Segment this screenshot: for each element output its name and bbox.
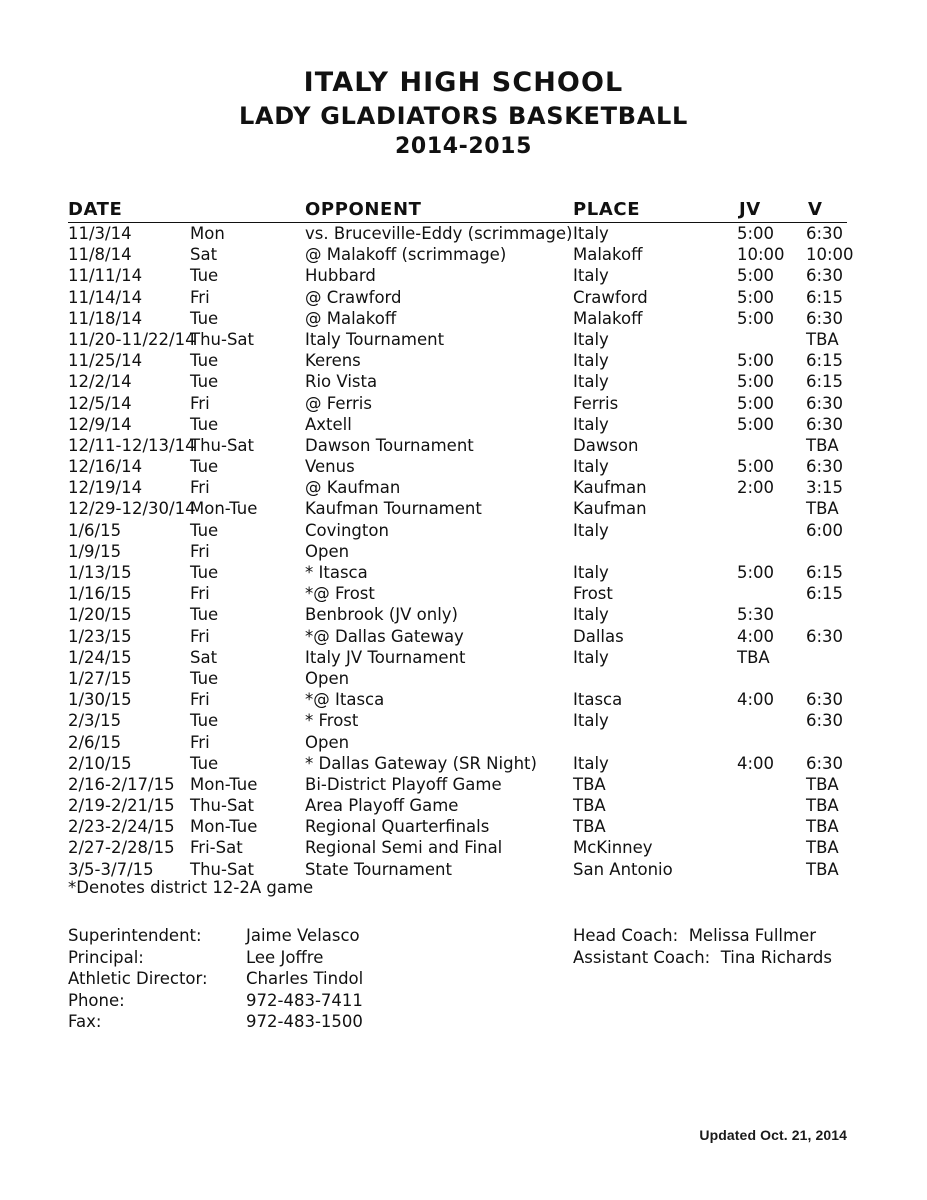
cell-place: Malakoff bbox=[573, 245, 643, 265]
table-row bbox=[68, 626, 847, 647]
table-row bbox=[68, 647, 847, 668]
cell-date: 11/8/14 bbox=[68, 245, 132, 265]
table-row bbox=[68, 689, 847, 710]
cell-place: Italy bbox=[573, 457, 609, 477]
cell-jv: 4:00 bbox=[737, 626, 775, 646]
cell-day: Thu-Sat bbox=[190, 859, 255, 879]
cell-place: Malakoff bbox=[573, 308, 643, 328]
cell-date: 11/3/14 bbox=[68, 224, 132, 243]
cell-jv: 5:00 bbox=[737, 351, 775, 371]
cell-date: 2/6/15 bbox=[68, 732, 122, 752]
cell-date: 11/11/14 bbox=[68, 266, 143, 286]
cell-opponent: *@ Dallas Gateway bbox=[305, 626, 464, 646]
cell-day: Fri bbox=[190, 478, 210, 498]
cell-varsity: 6:30 bbox=[806, 753, 844, 773]
cell-opponent: Venus bbox=[305, 457, 355, 477]
cell-date: 1/23/15 bbox=[68, 626, 132, 646]
cell-opponent: @ Ferris bbox=[305, 393, 372, 413]
cell-place: Frost bbox=[573, 584, 613, 604]
team-name: LADY GLADIATORS BASKETBALL bbox=[239, 102, 688, 130]
cell-jv: 5:30 bbox=[737, 605, 775, 625]
cell-place: Dawson bbox=[573, 435, 639, 455]
cell-place: Italy bbox=[573, 224, 609, 243]
cell-jv: 5:00 bbox=[737, 266, 775, 286]
cell-date: 3/5-3/7/15 bbox=[68, 859, 154, 879]
cell-opponent: Rio Vista bbox=[305, 372, 378, 392]
contact-value: Lee Joffre bbox=[246, 947, 324, 967]
cell-place: Italy bbox=[573, 563, 609, 582]
cell-day: Mon-Tue bbox=[190, 499, 258, 519]
table-row bbox=[68, 816, 847, 837]
table-row bbox=[68, 753, 847, 774]
cell-varsity: 6:30 bbox=[806, 690, 844, 710]
contact-label: Fax: bbox=[68, 1012, 102, 1031]
cell-opponent: @ Malakoff bbox=[305, 308, 397, 328]
cell-opponent: Covington bbox=[305, 520, 389, 540]
cell-opponent: *@ Itasca bbox=[305, 690, 385, 710]
cell-date: 12/29-12/30/14 bbox=[68, 499, 196, 519]
cell-day: Fri bbox=[190, 393, 210, 413]
table-row bbox=[68, 498, 847, 519]
updated-date: Updated Oct. 21, 2014 bbox=[699, 1127, 847, 1143]
cell-day: Tue bbox=[190, 457, 219, 477]
cell-varsity: TBA bbox=[806, 499, 839, 519]
cell-varsity: TBA bbox=[806, 774, 839, 794]
cell-date: 11/25/14 bbox=[68, 351, 143, 371]
cell-day: Tue bbox=[190, 414, 219, 434]
cell-place: Italy bbox=[573, 266, 609, 286]
cell-day: Fri bbox=[190, 584, 210, 604]
cell-varsity: 6:30 bbox=[806, 266, 844, 286]
cell-jv: 5:00 bbox=[737, 308, 775, 328]
table-row bbox=[68, 287, 847, 308]
cell-varsity: 6:30 bbox=[806, 711, 844, 731]
cell-opponent: State Tournament bbox=[305, 859, 452, 879]
cell-opponent: vs. Bruceville-Eddy (scrimmage) bbox=[305, 224, 573, 243]
table-row bbox=[68, 244, 854, 265]
cell-varsity: TBA bbox=[806, 859, 839, 879]
cell-varsity: 6:30 bbox=[806, 393, 844, 413]
cell-jv: 5:00 bbox=[737, 287, 775, 307]
cell-jv: 5:00 bbox=[737, 563, 775, 582]
cell-opponent: Area Playoff Game bbox=[305, 796, 459, 816]
table-row bbox=[68, 710, 847, 731]
cell-opponent: Regional Semi and Final bbox=[305, 838, 503, 858]
contact-label: Athletic Director: bbox=[68, 969, 208, 988]
cell-date: 2/23-2/24/15 bbox=[68, 817, 175, 837]
cell-place: Italy bbox=[573, 414, 609, 434]
cell-varsity: TBA bbox=[806, 838, 839, 858]
cell-opponent: Open bbox=[305, 668, 350, 688]
cell-opponent: Italy Tournament bbox=[305, 329, 445, 349]
cell-date: 11/20-11/22/14 bbox=[68, 329, 196, 349]
cell-date: 12/16/14 bbox=[68, 457, 143, 477]
cell-varsity: 10:00 bbox=[806, 245, 854, 265]
cell-opponent: Italy JV Tournament bbox=[305, 647, 466, 667]
contact-value: 972-483-1500 bbox=[246, 1012, 363, 1031]
cell-day: Fri bbox=[190, 690, 210, 710]
cell-jv: 5:00 bbox=[737, 457, 775, 477]
coach-row: Assistant Coach: Tina Richards bbox=[573, 947, 832, 967]
column-header-varsity: V bbox=[808, 199, 823, 220]
cell-place: Kaufman bbox=[573, 478, 647, 498]
table-row bbox=[68, 562, 847, 583]
cell-date: 2/19-2/21/15 bbox=[68, 796, 175, 816]
cell-opponent: @ Crawford bbox=[305, 287, 402, 307]
cell-day: Thu-Sat bbox=[190, 796, 255, 816]
cell-opponent: * Itasca bbox=[305, 563, 368, 582]
cell-jv: 5:00 bbox=[737, 414, 775, 434]
cell-opponent: @ Kaufman bbox=[305, 478, 401, 498]
cell-day: Thu-Sat bbox=[190, 329, 255, 349]
table-row bbox=[68, 774, 847, 795]
cell-date: 1/13/15 bbox=[68, 563, 132, 582]
cell-date: 12/11-12/13/14 bbox=[68, 435, 196, 455]
cell-day: Fri bbox=[190, 541, 210, 561]
cell-date: 1/20/15 bbox=[68, 605, 132, 625]
table-row bbox=[68, 668, 847, 689]
cell-varsity: TBA bbox=[806, 817, 839, 837]
cell-opponent: Kerens bbox=[305, 351, 361, 371]
cell-place: San Antonio bbox=[573, 859, 673, 879]
contact-label: Principal: bbox=[68, 947, 144, 967]
table-row bbox=[68, 583, 847, 604]
cell-place: TBA bbox=[573, 796, 606, 816]
cell-opponent: * Dallas Gateway (SR Night) bbox=[305, 753, 537, 773]
district-footnote: *Denotes district 12-2A game bbox=[68, 878, 314, 897]
cell-date: 2/16-2/17/15 bbox=[68, 774, 175, 794]
cell-varsity: TBA bbox=[806, 796, 839, 816]
cell-date: 2/10/15 bbox=[68, 753, 132, 773]
cell-date: 11/18/14 bbox=[68, 308, 143, 328]
table-row bbox=[68, 371, 847, 392]
coach-row: Head Coach: Melissa Fullmer bbox=[573, 926, 817, 945]
cell-place: Italy bbox=[573, 372, 609, 392]
column-header-jv: JV bbox=[739, 199, 761, 220]
cell-date: 2/27-2/28/15 bbox=[68, 838, 175, 858]
cell-varsity: 6:15 bbox=[806, 563, 844, 582]
cell-place: Crawford bbox=[573, 287, 648, 307]
cell-date: 12/5/14 bbox=[68, 393, 132, 413]
cell-place: Dallas bbox=[573, 626, 624, 646]
table-row bbox=[68, 477, 847, 498]
cell-date: 1/9/15 bbox=[68, 541, 122, 561]
cell-date: 1/27/15 bbox=[68, 668, 132, 688]
cell-jv: 5:00 bbox=[737, 372, 775, 392]
cell-day: Tue bbox=[190, 266, 219, 286]
cell-varsity: 6:15 bbox=[806, 287, 844, 307]
cell-date: 1/24/15 bbox=[68, 647, 132, 667]
cell-varsity: 6:30 bbox=[806, 626, 844, 646]
cell-opponent: Kaufman Tournament bbox=[305, 499, 482, 519]
cell-place: Italy bbox=[573, 520, 609, 540]
cell-place: TBA bbox=[573, 817, 606, 837]
cell-day: Fri-Sat bbox=[190, 838, 243, 858]
cell-opponent: Bi-District Playoff Game bbox=[305, 774, 502, 794]
cell-date: 2/3/15 bbox=[68, 711, 122, 731]
contact-value: 972-483-7411 bbox=[246, 990, 363, 1010]
table-row bbox=[68, 265, 847, 286]
cell-day: Sat bbox=[190, 647, 218, 667]
cell-date: 1/6/15 bbox=[68, 520, 122, 540]
cell-jv: 4:00 bbox=[737, 690, 775, 710]
cell-jv: 2:00 bbox=[737, 478, 775, 498]
cell-jv: TBA bbox=[737, 647, 770, 667]
cell-varsity: 6:00 bbox=[806, 520, 844, 540]
cell-day: Fri bbox=[190, 732, 210, 752]
table-row bbox=[68, 308, 847, 329]
table-row bbox=[68, 414, 847, 435]
cell-day: Tue bbox=[190, 520, 219, 540]
cell-day: Tue bbox=[190, 668, 219, 688]
table-row bbox=[68, 350, 847, 371]
cell-opponent: Regional Quarterfinals bbox=[305, 817, 490, 837]
cell-varsity: 6:15 bbox=[806, 372, 844, 392]
cell-opponent: @ Malakoff (scrimmage) bbox=[305, 245, 507, 265]
cell-day: Sat bbox=[190, 245, 218, 265]
cell-day: Tue bbox=[190, 605, 219, 625]
cell-varsity: 6:15 bbox=[806, 584, 844, 604]
cell-place: Ferris bbox=[573, 393, 619, 413]
table-row bbox=[68, 393, 847, 414]
table-header-row bbox=[68, 199, 847, 223]
table-row bbox=[68, 541, 847, 562]
table-row bbox=[68, 732, 847, 753]
cell-opponent: Open bbox=[305, 732, 350, 752]
cell-day: Tue bbox=[190, 372, 219, 392]
cell-place: Italy bbox=[573, 711, 609, 731]
cell-place: Itasca bbox=[573, 690, 623, 710]
cell-varsity: TBA bbox=[806, 435, 839, 455]
cell-place: Kaufman bbox=[573, 499, 647, 519]
cell-date: 11/14/14 bbox=[68, 287, 143, 307]
column-header-date: DATE bbox=[68, 199, 123, 220]
cell-opponent: Dawson Tournament bbox=[305, 435, 474, 455]
cell-varsity: 6:30 bbox=[806, 414, 844, 434]
table-row bbox=[68, 223, 847, 244]
cell-day: Mon bbox=[190, 224, 225, 243]
cell-place: Italy bbox=[573, 647, 609, 667]
cell-day: Tue bbox=[190, 711, 219, 731]
cell-day: Tue bbox=[190, 753, 219, 773]
table-row bbox=[68, 795, 847, 816]
cell-jv: 5:00 bbox=[737, 393, 775, 413]
cell-opponent: Hubbard bbox=[305, 266, 376, 286]
cell-place: McKinney bbox=[573, 838, 653, 858]
table-row bbox=[68, 520, 847, 541]
cell-place: Italy bbox=[573, 753, 609, 773]
cell-jv: 5:00 bbox=[737, 224, 775, 243]
cell-varsity: 6:30 bbox=[806, 224, 844, 243]
contact-value: Charles Tindol bbox=[246, 969, 364, 988]
cell-jv: 10:00 bbox=[737, 245, 785, 265]
schedule-table bbox=[68, 199, 854, 880]
cell-day: Tue bbox=[190, 563, 219, 582]
cell-jv: 4:00 bbox=[737, 753, 775, 773]
column-header-place: PLACE bbox=[573, 199, 641, 220]
contact-label: Superintendent: bbox=[68, 926, 202, 945]
cell-date: 1/16/15 bbox=[68, 584, 132, 604]
cell-varsity: 3:15 bbox=[806, 478, 844, 498]
cell-day: Mon-Tue bbox=[190, 774, 258, 794]
table-row bbox=[68, 456, 847, 477]
contact-label: Phone: bbox=[68, 990, 125, 1010]
cell-opponent: Open bbox=[305, 541, 350, 561]
season-years: 2014-2015 bbox=[395, 134, 532, 159]
cell-day: Tue bbox=[190, 308, 219, 328]
page-title bbox=[0, 66, 927, 162]
cell-opponent: Benbrook (JV only) bbox=[305, 605, 458, 625]
cell-date: 12/19/14 bbox=[68, 478, 143, 498]
table-row bbox=[68, 329, 847, 350]
table-row bbox=[68, 837, 847, 858]
cell-date: 12/9/14 bbox=[68, 414, 132, 434]
contact-value: Jaime Velasco bbox=[246, 926, 360, 945]
cell-varsity: 6:30 bbox=[806, 457, 844, 477]
cell-date: 12/2/14 bbox=[68, 372, 132, 392]
cell-opponent: *@ Frost bbox=[305, 584, 375, 604]
school-name: ITALY HIGH SCHOOL bbox=[303, 67, 624, 98]
cell-varsity: TBA bbox=[806, 329, 839, 349]
cell-place: Italy bbox=[573, 605, 609, 625]
cell-varsity: 6:30 bbox=[806, 308, 844, 328]
cell-day: Thu-Sat bbox=[190, 435, 255, 455]
cell-place: TBA bbox=[573, 774, 606, 794]
coaching-staff bbox=[573, 925, 832, 968]
cell-place: Italy bbox=[573, 351, 609, 371]
cell-day: Mon-Tue bbox=[190, 817, 258, 837]
cell-opponent: * Frost bbox=[305, 711, 359, 731]
table-row bbox=[68, 604, 847, 625]
cell-day: Fri bbox=[190, 287, 210, 307]
column-header-opponent: OPPONENT bbox=[305, 199, 422, 220]
cell-day: Fri bbox=[190, 626, 210, 646]
cell-varsity: 6:15 bbox=[806, 351, 844, 371]
cell-opponent: Axtell bbox=[305, 414, 352, 434]
table-row bbox=[68, 435, 847, 456]
cell-date: 1/30/15 bbox=[68, 690, 132, 710]
cell-day: Tue bbox=[190, 351, 219, 371]
cell-place: Italy bbox=[573, 329, 609, 349]
